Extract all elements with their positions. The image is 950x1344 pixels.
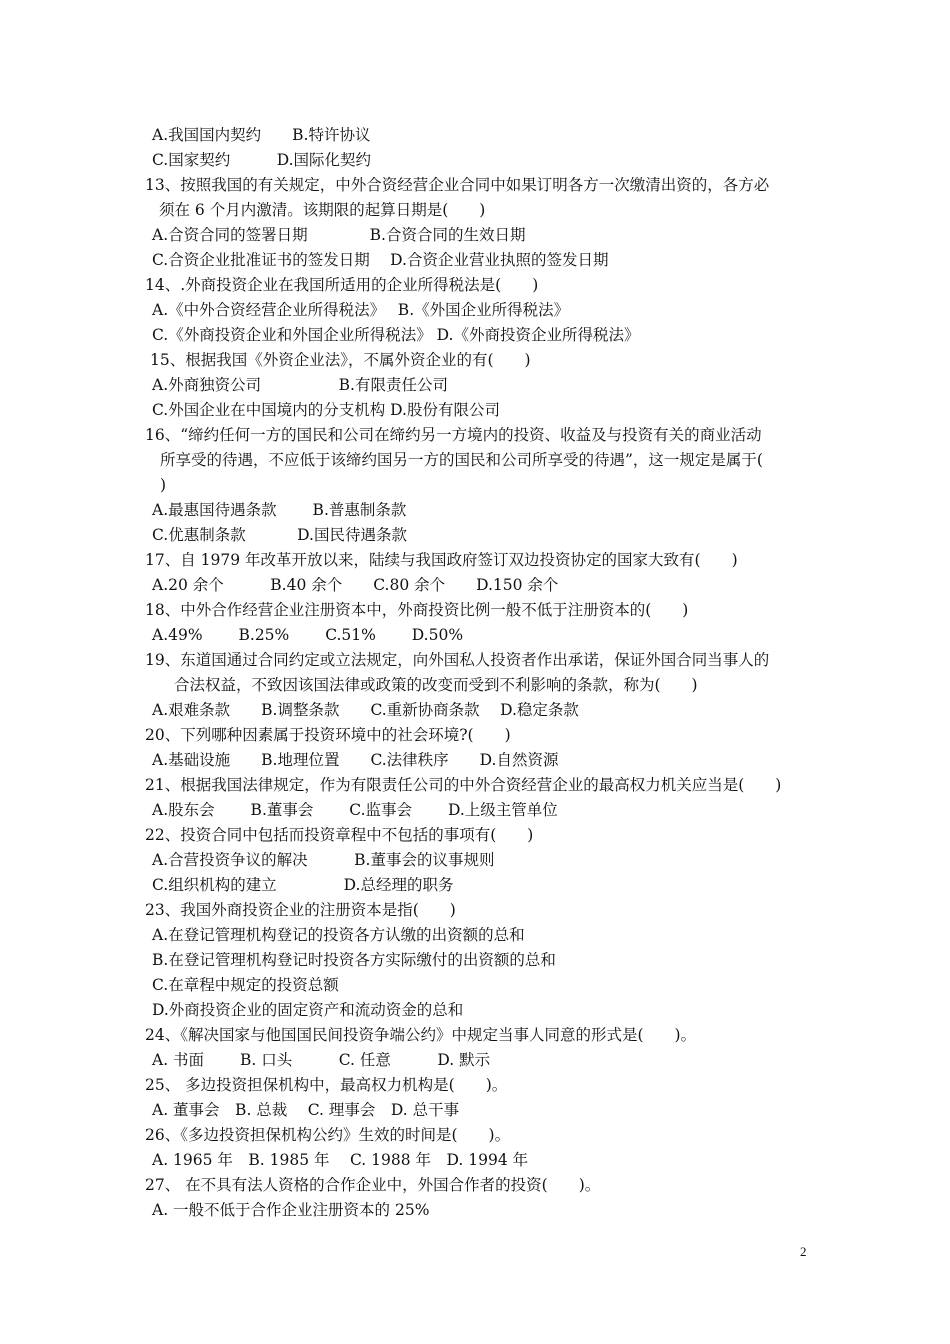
- text-line: 21、根据我国法律规定，作为有限责任公司的中外合资经营企业的最高权力机关应当是( ): [145, 776, 782, 794]
- text-line: 14、.外商投资企业在我国所适用的企业所得税法是( ): [145, 276, 539, 294]
- text-line: C.优惠制条款 D.国民待遇条款: [152, 526, 407, 544]
- text-line: A. 1965 年 B. 1985 年 C. 1988 年 D. 1994 年: [152, 1151, 529, 1169]
- text-line: C.外国企业在中国境内的分支机构 D.股份有限公司: [152, 401, 500, 419]
- text-line: A.最惠国待遇条款 B.普惠制条款: [152, 501, 407, 519]
- text-line: A.外商独资公司 B.有限责任公司: [152, 376, 448, 394]
- text-line: 18、中外合作经营企业注册资本中，外商投资比例一般不低于注册资本的( ): [145, 601, 689, 619]
- text-line: ): [160, 476, 167, 494]
- text-line: A.20 余个 B.40 余个 C.80 余个 D.150 余个: [152, 576, 559, 594]
- text-line: C.《外商投资企业和外国企业所得税法》 D.《外商投资企业所得税法》: [152, 326, 640, 344]
- text-line: 16、“缔约任何一方的国民和公司在缔约另一方境内的投资、收益及与投资有关的商业活动: [145, 426, 762, 444]
- text-line: 22、投资合同中包括而投资章程中不包括的事项有( ): [145, 826, 534, 844]
- text-line: C.国家契约 D.国际化契约: [152, 151, 372, 169]
- text-line: 合法权益，不致因该国法律或政策的改变而受到不利影响的条款，称为( ): [174, 676, 698, 694]
- text-line: A.合营投资争议的解决 B.董事会的议事规则: [152, 851, 495, 869]
- text-line: A.我国国内契约 B.特许协议: [152, 126, 371, 144]
- text-line: D.外商投资企业的固定资产和流动资金的总和: [152, 1001, 464, 1019]
- text-line: B.在登记管理机构登记时投资各方实际缴付的出资额的总和: [152, 951, 556, 969]
- text-line: A. 书面 B. 口头 C. 任意 D. 默示: [152, 1051, 491, 1069]
- text-line: 20、下列哪种因素属于投资环境中的社会环境?( ): [145, 726, 511, 744]
- text-line: A. 一般不低于合作企业注册资本的 25%: [152, 1201, 430, 1219]
- text-line: 23、我国外商投资企业的注册资本是指( ): [145, 901, 456, 919]
- text-line: 须在 6 个月内激清。该期限的起算日期是( ): [159, 201, 486, 219]
- text-line: 24、《解决国家与他国国民间投资争端公约》中规定当事人同意的形式是( )。: [145, 1026, 697, 1044]
- text-line: 所享受的待遇，不应低于该缔约国另一方的国民和公司所享受的待遇”，这一规定是属于(: [160, 451, 763, 469]
- text-line: 17、自 1979 年改革开放以来，陆续与我国政府签订双边投资协定的国家大致有( ): [145, 551, 738, 569]
- text-line: 19、东道国通过合同约定或立法规定，向外国私人投资者作出承诺，保证外国合同当事人的: [145, 651, 770, 669]
- page-number: 2: [800, 1244, 807, 1259]
- text-line: C.合资企业批准证书的签发日期 D.合资企业营业执照的签发日期: [152, 251, 609, 269]
- text-line: A.49% B.25% C.51% D.50%: [152, 626, 464, 644]
- text-line: A.股东会 B.董事会 C.监事会 D.上级主管单位: [152, 801, 558, 819]
- text-line: 26、《多边投资担保机构公约》生效的时间是( )。: [145, 1126, 511, 1144]
- text-line: A.基础设施 B.地理位置 C.法律秩序 D.自然资源: [152, 751, 559, 769]
- text-line: 27、 在不具有法人资格的合作企业中，外国合作者的投资( )。: [145, 1176, 601, 1194]
- text-line: C.组织机构的建立 D.总经理的职务: [152, 876, 454, 894]
- text-line: 15、根据我国《外资企业法》，不属外资企业的有( ): [150, 351, 531, 369]
- text-line: A.在登记管理机构登记的投资各方认缴的出资额的总和: [152, 926, 525, 944]
- text-line: C.在章程中规定的投资总额: [152, 976, 339, 994]
- text-line: A.合资合同的签署日期 B.合资合同的生效日期: [152, 226, 526, 244]
- text-line: A.《中外合资经营企业所得税法》 B.《外国企业所得税法》: [152, 301, 570, 319]
- text-line: 25、 多边投资担保机构中，最高权力机构是( )。: [145, 1076, 508, 1094]
- text-line: A. 董事会 B. 总裁 C. 理事会 D. 总干事: [152, 1101, 460, 1119]
- text-line: 13、按照我国的有关规定，中外合资经营企业合同中如果订明各方一次缴清出资的，各方必: [145, 176, 770, 194]
- text-line: A.艰难条款 B.调整条款 C.重新协商条款 D.稳定条款: [152, 701, 579, 719]
